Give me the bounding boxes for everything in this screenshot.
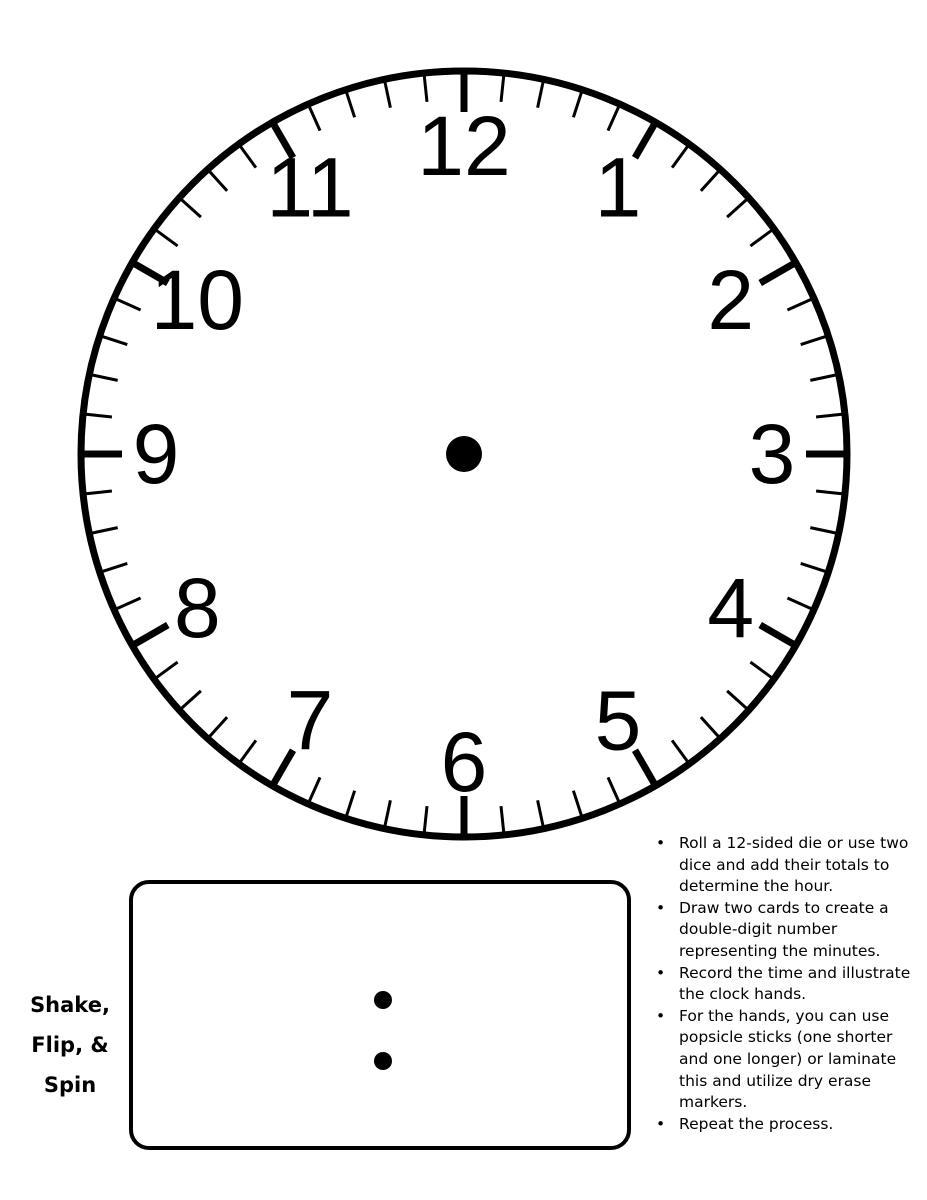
minute-tick: [573, 791, 581, 816]
minute-tick: [810, 375, 835, 380]
minute-tick: [182, 691, 201, 708]
instruction-item: • For the hands, you can use popsicle sticks (one shorter and one longer) or laminate this and utilize dry erase markers.: [654, 1006, 919, 1114]
minute-tick: [573, 93, 581, 118]
minute-tick: [241, 147, 256, 168]
minute-tick: [672, 147, 687, 168]
title-line-1: Shake,: [30, 993, 110, 1017]
minute-tick: [810, 528, 835, 533]
minute-tick: [701, 717, 718, 736]
minute-tick: [538, 82, 543, 107]
minute-tick: [86, 491, 112, 494]
clock-numeral-5: 5: [594, 673, 642, 768]
clock-numeral-8: 8: [173, 561, 221, 655]
minute-tick: [608, 777, 619, 801]
instruction-item: • Repeat the process.: [654, 1114, 919, 1136]
minute-tick: [727, 200, 746, 217]
minute-tick: [309, 777, 320, 801]
minute-tick: [787, 299, 811, 310]
clock-numeral-7: 7: [286, 673, 334, 768]
minute-tick: [157, 231, 178, 246]
minute-tick: [801, 563, 826, 571]
clock-numeral-1: 1: [594, 140, 642, 235]
minute-tick: [241, 740, 256, 761]
minute-tick: [787, 598, 811, 609]
minute-tick: [608, 107, 619, 131]
minute-tick: [501, 806, 504, 832]
minute-tick: [816, 414, 842, 417]
minute-tick: [92, 528, 117, 533]
hour-tick: [135, 625, 168, 644]
colon-top-dot: [374, 991, 392, 1009]
clock-numeral-11: 11: [266, 140, 354, 235]
minute-tick: [424, 806, 427, 832]
minute-tick: [750, 662, 771, 677]
minute-tick: [816, 491, 842, 494]
minute-tick: [672, 740, 687, 761]
clock-numeral-3: 3: [748, 407, 796, 501]
minute-tick: [210, 172, 227, 191]
minute-tick: [182, 200, 201, 217]
minute-tick: [538, 800, 543, 825]
minute-tick: [385, 800, 390, 825]
minute-tick: [750, 231, 771, 246]
minute-tick: [103, 563, 128, 571]
title-line-2: Flip, &: [31, 1033, 109, 1057]
clock-numeral-2: 2: [707, 253, 755, 347]
minute-tick: [86, 414, 112, 417]
clock-numeral-12: 12: [417, 99, 511, 193]
activity-title: [20, 985, 120, 1105]
minute-tick: [309, 107, 320, 131]
instruction-item: • Roll a 12-sided die or use two dice and add their totals to determine the hour.: [654, 833, 919, 898]
minute-tick: [347, 93, 355, 118]
minute-tick: [117, 299, 141, 310]
clock-center-dot: [446, 436, 482, 472]
title-line-3: Spin: [43, 1073, 97, 1097]
minute-tick: [801, 337, 826, 345]
minute-tick: [210, 717, 227, 736]
minute-tick: [347, 791, 355, 816]
instructions-list: [654, 833, 919, 1135]
instruction-item: • Record the time and illustrate the clock hands.: [654, 963, 919, 1006]
minute-tick: [92, 375, 117, 380]
clock-numeral-4: 4: [707, 561, 755, 655]
minute-tick: [385, 82, 390, 107]
clock-numeral-9: 9: [132, 407, 180, 501]
hour-tick: [760, 264, 793, 283]
colon-bottom-dot: [374, 1052, 392, 1070]
minute-tick: [157, 662, 178, 677]
clock-numeral-10: 10: [150, 253, 245, 347]
hour-tick: [760, 625, 793, 644]
minute-tick: [103, 337, 128, 345]
minute-tick: [701, 172, 718, 191]
digital-time-box: [129, 880, 631, 1150]
minute-tick: [117, 598, 141, 609]
instruction-item: • Draw two cards to create a double-digit number representing the minutes.: [654, 898, 919, 963]
clock-numeral-6: 6: [440, 715, 488, 809]
minute-tick: [727, 691, 746, 708]
